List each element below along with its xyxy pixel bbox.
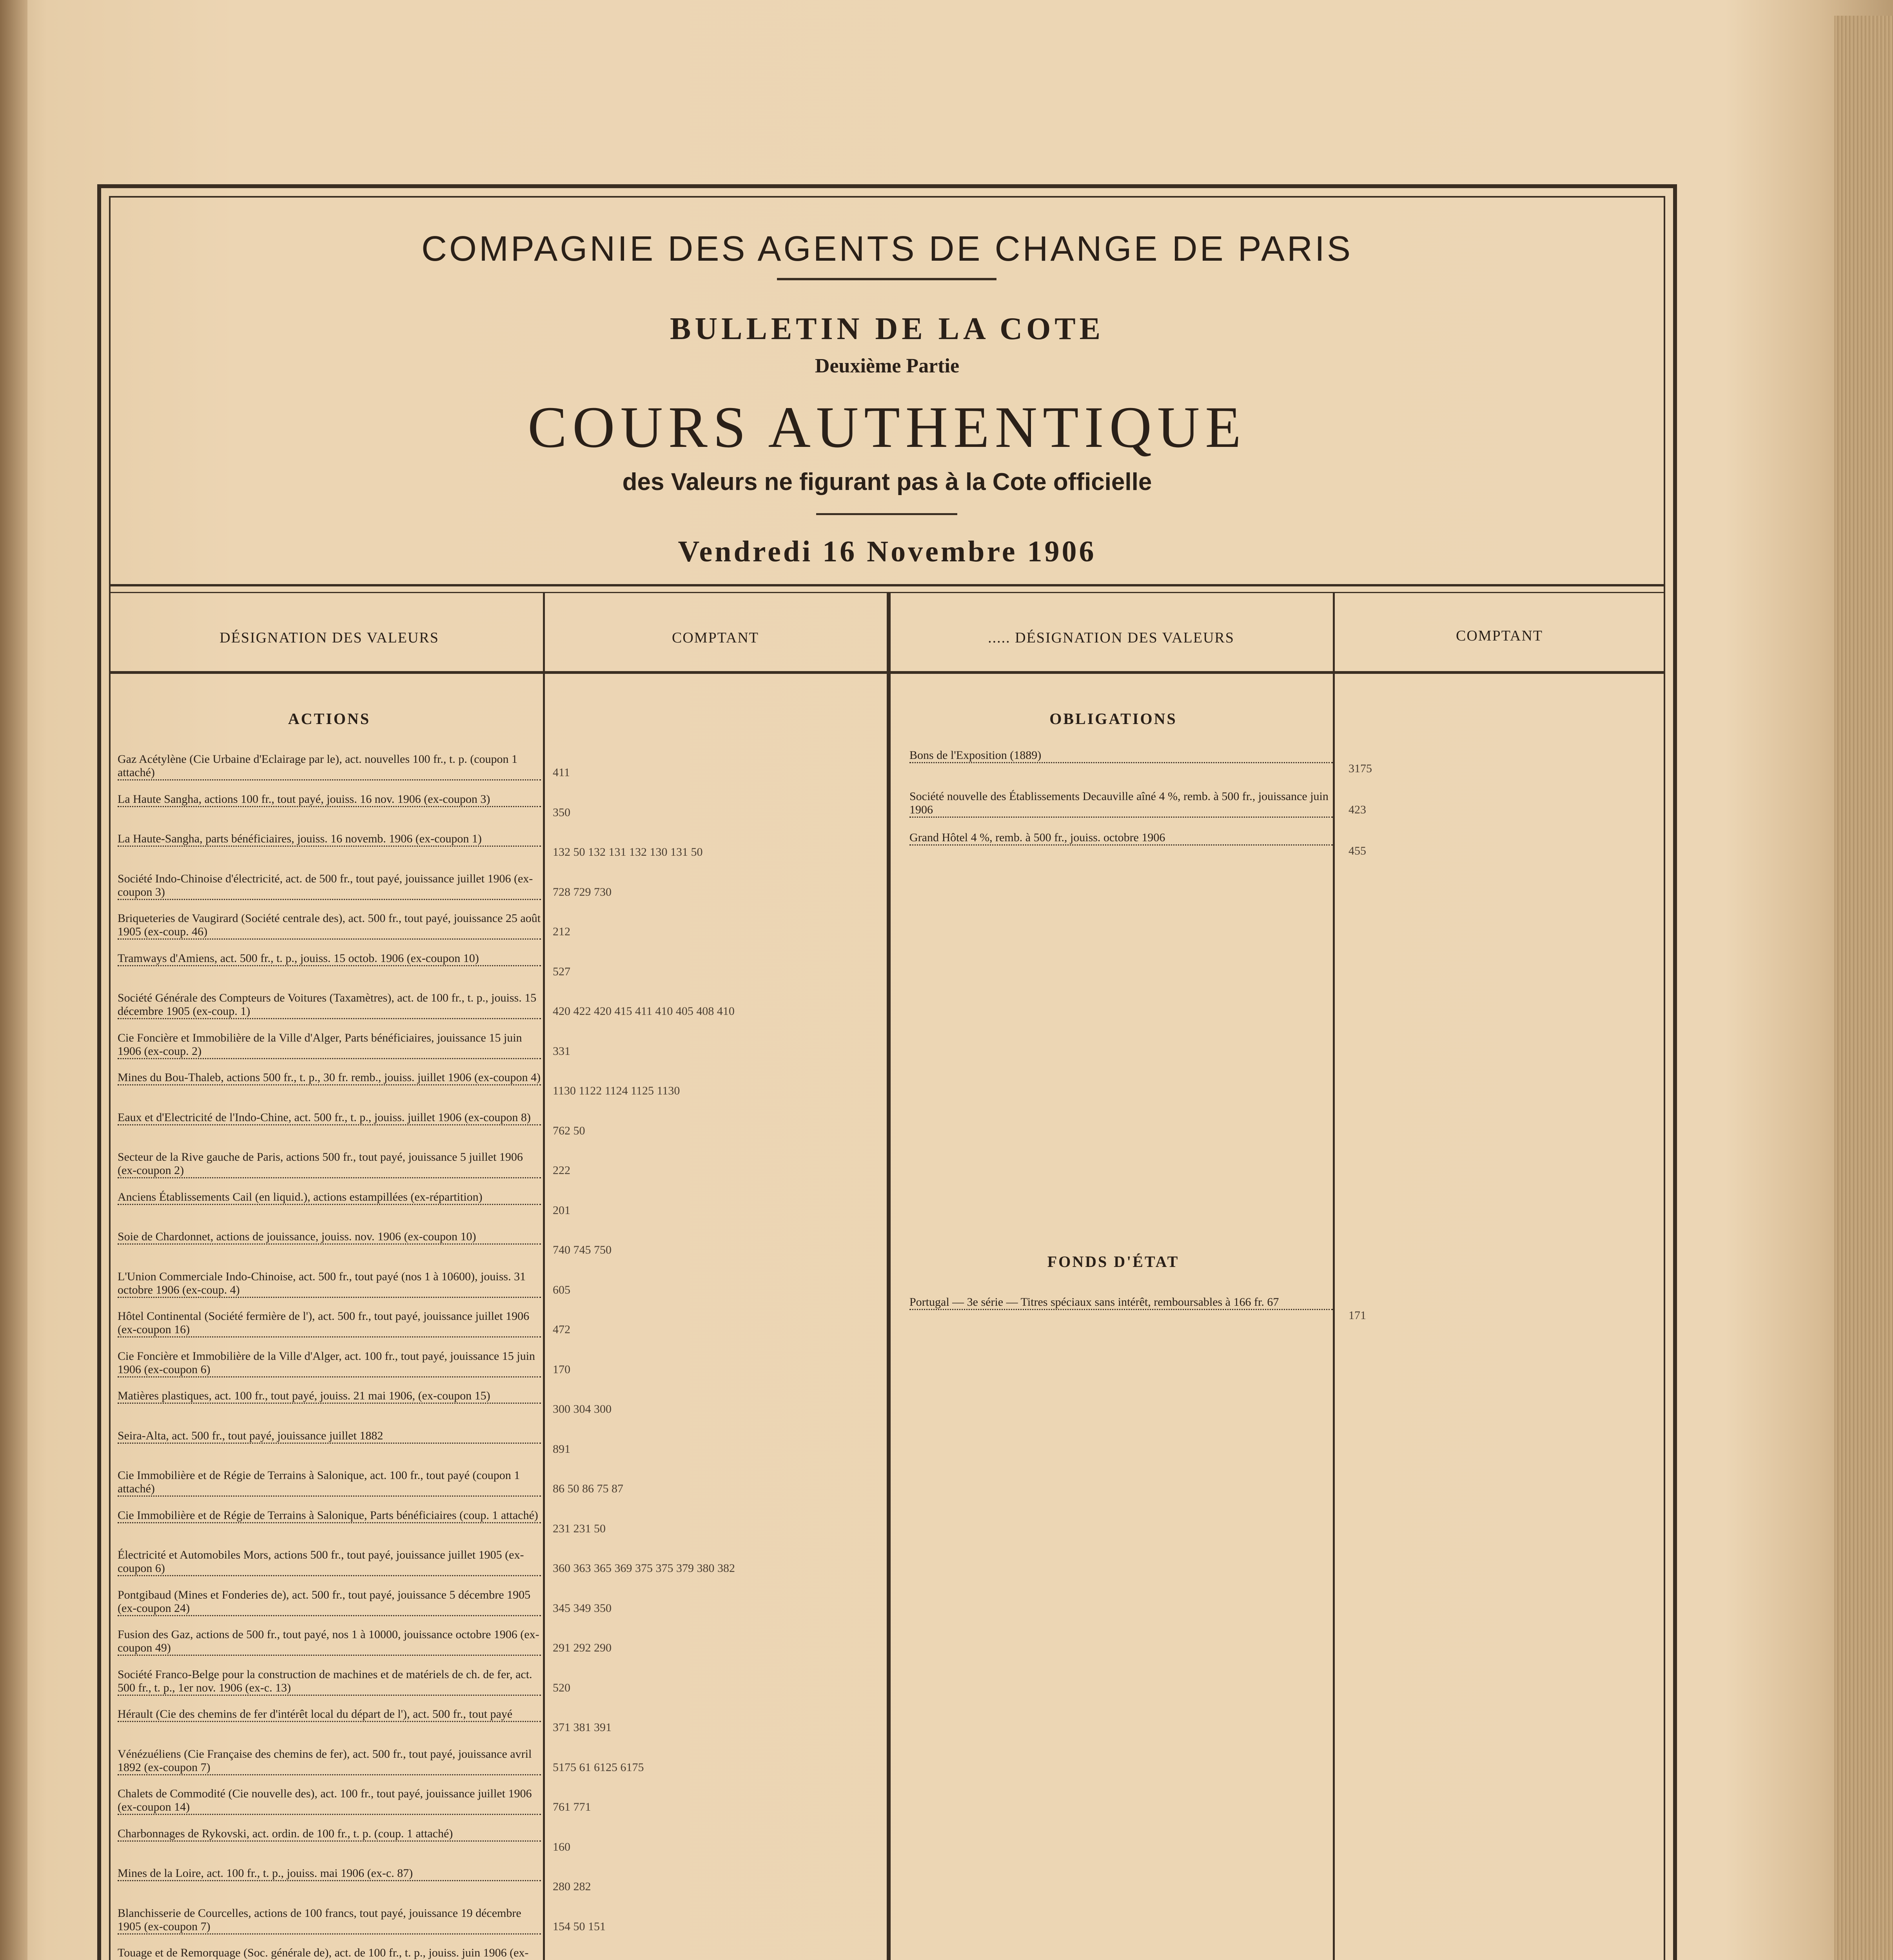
security-name: Hérault (Cie des chemins de fer d'intérêt local du départ de l'), act. 500 fr., tout payé — [118, 1708, 541, 1722]
list-item — [118, 1031, 906, 1059]
list-item — [909, 1296, 1701, 1323]
price-value: 455 — [1349, 844, 1366, 857]
security-name: Briqueteries de Vaugirard (Société centrale des), act. 500 fr., tout payé, jouissance 25 août 1905 (ex-coup. 46) — [118, 912, 541, 940]
price-value: 170 — [553, 1363, 570, 1376]
security-name: Électricité et Automobiles Mors, actions 500 fr., tout payé, jouissance juillet 1905 (ex-coupon 6) — [118, 1548, 541, 1576]
security-name: Hôtel Continental (Société fermière de l'), act. 500 fr., tout payé, jouissance juillet 1906 (ex-coupon 16) — [118, 1310, 541, 1338]
security-name: Vénézuéliens (Cie Française des chemins de fer), act. 500 fr., tout payé, jouissance avril 1892 (ex-coupon 7) — [118, 1748, 541, 1775]
price-value: 605 — [553, 1283, 570, 1296]
list-item — [909, 790, 1701, 817]
list-item — [118, 1628, 906, 1655]
list-item — [118, 1748, 906, 1775]
list-item — [118, 1350, 906, 1377]
list-item — [118, 1668, 906, 1695]
price-value: 291 292 290 — [553, 1641, 612, 1654]
subtitle-rule — [816, 513, 957, 515]
security-name: Société Franco-Belge pour la construction de machines et de matériels de ch. de fer, act. 500 fr., t. p., 1er nov. 1906 (ex-c. 13) — [118, 1668, 541, 1696]
list-item — [118, 1151, 906, 1178]
subtitle: des Valeurs ne figurant pas à la Cote officielle — [622, 468, 1152, 495]
security-name: Société Générale des Compteurs de Voitures (Taxamètres), act. de 100 fr., t. p., jouiss. 15 décembre 1905 (ex-coup. 1) — [118, 991, 541, 1019]
security-name: Cie Foncière et Immobilière de la Ville d'Alger, act. 100 fr., tout payé, jouissance 15 juin 1906 (ex-coupon 6) — [118, 1350, 541, 1377]
price-value: 132 50 132 131 132 130 131 50 — [553, 846, 703, 858]
list-item — [118, 952, 906, 979]
list-item — [118, 1588, 906, 1616]
price-value: 740 745 750 — [553, 1243, 612, 1256]
security-name: Mines du Bou-Thaleb, actions 500 fr., t. p., 30 fr. remb., jouiss. juillet 1906 (ex-coupon 4) — [118, 1071, 541, 1085]
list-item — [118, 1111, 906, 1138]
security-name: L'Union Commerciale Indo-Chinoise, act. 500 fr., tout payé (nos 1 à 10600), jouiss. 31 octobre 1906 (ex-coup. 4) — [118, 1270, 541, 1298]
title-rule — [777, 278, 996, 280]
col-header-designation: DÉSIGNATION DES VALEURS — [220, 630, 439, 646]
price-value: 86 50 86 75 87 — [553, 1482, 623, 1495]
price-value: 762 50 — [553, 1124, 585, 1137]
price-value: 160 — [553, 1840, 570, 1853]
list-item — [909, 749, 1701, 776]
security-name: Société Indo-Chinoise d'électricité, act. de 500 fr., tout payé, jouissance juillet 1906 (ex-coupon 3) — [118, 872, 541, 900]
security-name: Cie Foncière et Immobilière de la Ville d'Alger, Parts bénéficiaires, jouissance 15 juin 1906 (ex-coup. 2) — [118, 1031, 541, 1059]
price-value: 171 — [1349, 1309, 1366, 1322]
section-title-actions: ACTIONS — [288, 710, 371, 728]
price-value: 154 50 151 — [553, 1920, 606, 1933]
section-title-obligations: OBLIGATIONS — [1049, 710, 1177, 728]
list-item — [118, 1429, 906, 1457]
list-item — [118, 793, 906, 820]
issue-date: Vendredi 16 Novembre 1906 — [678, 535, 1096, 568]
list-item — [118, 1469, 906, 1496]
price-value: 423 — [1349, 803, 1366, 816]
security-name: Secteur de la Rive gauche de Paris, actions 500 fr., tout payé, jouissance 5 juillet 1906 (ex-coupon 2) — [118, 1151, 541, 1178]
security-name: Tramways d'Amiens, act. 500 fr., t. p., jouiss. 15 octob. 1906 (ex-coupon 10) — [118, 952, 541, 966]
price-value: 1130 1122 1124 1125 1130 — [553, 1084, 680, 1097]
price-value: 728 729 730 — [553, 885, 612, 898]
main-title: COURS AUTHENTIQUE — [528, 395, 1247, 460]
list-item — [118, 832, 906, 860]
list-item — [118, 912, 906, 939]
price-value: 280 282 — [553, 1880, 591, 1893]
list-item — [118, 991, 906, 1019]
page-edges — [1834, 16, 1893, 1960]
list-item — [118, 1310, 906, 1337]
security-name: Mines de la Loire, act. 100 fr., t. p., jouiss. mai 1906 (ex-c. 87) — [118, 1867, 541, 1881]
security-name: Société nouvelle des Établissements Decauville aîné 4 %, remb. à 500 fr., jouissance juin 1906 — [909, 790, 1333, 818]
price-value: 761 771 — [553, 1800, 591, 1813]
price-value: 371 381 391 — [553, 1721, 612, 1734]
list-item — [118, 1708, 906, 1735]
col-header-comptant-right: COMPTANT — [1456, 628, 1543, 644]
security-name: Touage et de Remorquage (Soc. générale de), act. de 100 fr., t. p., jouiss. juin 1906 (ex- — [118, 1946, 541, 1960]
price-value: 331 — [553, 1044, 570, 1058]
security-name: La Haute-Sangha, parts bénéficiaires, jouiss. 16 novemb. 1906 (ex-coupon 1) — [118, 832, 541, 847]
security-name: Fusion des Gaz, actions de 500 fr., tout payé, nos 1 à 10000, jouissance octobre 1906 (ex-coupon 49) — [118, 1628, 541, 1656]
security-name: Pontgibaud (Mines et Fonderies de), act. 500 fr., tout payé, jouissance 5 décembre 1905 (ex-coupon 24) — [118, 1588, 541, 1616]
section-title-fonds: FONDS D'ÉTAT — [1047, 1253, 1180, 1270]
part-label: Deuxième Partie — [815, 355, 960, 377]
security-name: Eaux et d'Electricité de l'Indo-Chine, act. 500 fr., t. p., jouiss. juillet 1906 (ex-coupon 8) — [118, 1111, 541, 1125]
price-value: 527 — [553, 965, 570, 978]
security-name: Blanchisserie de Courcelles, actions de 100 francs, tout payé, jouissance 19 décembre 1905 (ex-coupon 7) — [118, 1907, 541, 1935]
security-name: Portugal — 3e série — Titres spéciaux sans intérêt, remboursables à 166 fr. 67 — [909, 1296, 1333, 1310]
list-item — [118, 1389, 906, 1417]
price-value: 350 — [553, 806, 570, 819]
list-item — [118, 1230, 906, 1258]
security-name: Charbonnages de Rykovski, act. ordin. de 100 fr., t. p. (coup. 1 attaché) — [118, 1827, 541, 1842]
security-name: Bons de l'Exposition (1889) — [909, 749, 1333, 763]
list-item — [118, 1548, 906, 1576]
price-value: 231 231 50 — [553, 1522, 606, 1535]
price-value: 360 363 365 369 375 375 379 380 382 — [553, 1562, 735, 1575]
col-header-comptant: COMPTANT — [672, 630, 759, 646]
security-name: Matières plastiques, act. 100 fr., tout payé, jouiss. 21 mai 1906, (ex-coupon 15) — [118, 1389, 541, 1404]
price-value: 411 — [553, 766, 570, 779]
company-title: COMPAGNIE DES AGENTS DE CHANGE DE PARIS — [421, 229, 1353, 269]
security-name: Soie de Chardonnet, actions de jouissance, jouiss. nov. 1906 (ex-coupon 10) — [118, 1230, 541, 1245]
price-value: 520 — [553, 1681, 570, 1694]
list-item — [118, 1787, 906, 1815]
price-value: 212 — [553, 925, 570, 938]
list-item — [118, 1071, 906, 1098]
list-item — [118, 753, 906, 780]
list-item — [118, 1907, 906, 1934]
list-item — [118, 1867, 906, 1894]
list-item — [118, 1509, 906, 1536]
security-name: La Haute Sangha, actions 100 fr., tout payé, jouiss. 16 nov. 1906 (ex-coupon 3) — [118, 793, 541, 807]
price-value: 3175 — [1349, 762, 1372, 775]
list-item — [118, 872, 906, 900]
security-name: Anciens Établissements Cail (en liquid.), actions estampillées (ex-répartition) — [118, 1191, 541, 1205]
security-name: Seira-Alta, act. 500 fr., tout payé, jouissance juillet 1882 — [118, 1429, 541, 1444]
security-name: Chalets de Commodité (Cie nouvelle des), act. 100 fr., tout payé, jouissance juillet 1906 (ex-coupon 14) — [118, 1787, 541, 1815]
security-name: Gaz Acétylène (Cie Urbaine d'Eclairage par le), act. nouvelles 100 fr., t. p. (coupon 1 attaché) — [118, 753, 541, 780]
list-item — [909, 831, 1701, 858]
price-value: 891 — [553, 1442, 570, 1455]
price-value: 300 304 300 — [553, 1403, 612, 1416]
bulletin-title: BULLETIN DE LA COTE — [670, 312, 1105, 346]
security-name: Grand Hôtel 4 %, remb. à 500 fr., jouiss. octobre 1906 — [909, 831, 1333, 846]
list-item — [118, 1946, 906, 1960]
price-value: 345 349 350 — [553, 1601, 612, 1615]
binding-spine — [0, 0, 27, 1960]
col-header-designation-right: ..... DÉSIGNATION DES VALEURS — [988, 630, 1234, 646]
price-value: 420 422 420 415 411 410 405 408 410 — [553, 1005, 735, 1018]
price-value: 222 — [553, 1164, 570, 1177]
header-separator — [111, 584, 1664, 586]
column-header-rule — [111, 671, 1664, 674]
security-name: Cie Immobilière et de Régie de Terrains à Salonique, act. 100 fr., tout payé (coupon 1 attaché) — [118, 1469, 541, 1497]
list-item — [118, 1270, 906, 1298]
price-value: 5175 61 6125 6175 — [553, 1760, 644, 1774]
price-value: 201 — [553, 1203, 570, 1217]
security-name: Cie Immobilière et de Régie de Terrains à Salonique, Parts bénéficiaires (coup. 1 attaché) — [118, 1509, 541, 1523]
list-item — [118, 1191, 906, 1218]
price-value: 472 — [553, 1323, 570, 1336]
list-item — [118, 1827, 906, 1855]
